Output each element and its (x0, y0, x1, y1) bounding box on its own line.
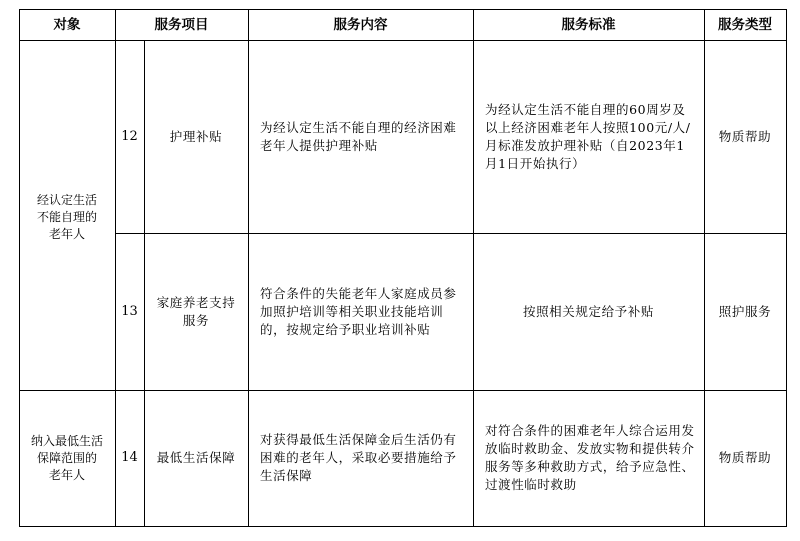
header-type: 服务类型 (718, 16, 772, 33)
header-standard: 服务标准 (561, 16, 616, 33)
row-number: 12 (121, 128, 138, 144)
service-table (19, 9, 787, 527)
item-cell: 护理补贴 (169, 128, 223, 144)
header-content: 服务内容 (333, 16, 388, 33)
content-cell: 为经认定生活不能自理的经济困难老年人提供护理补贴 (260, 119, 457, 153)
object-cell: 经认定生活 不能自理的 老年人 (36, 192, 97, 241)
standard-cell: 为经认定生活不能自理的60周岁及以上经济困难老年人按照100元/人/月标准发放护理补贴（自2023年1月1日开始执行） (485, 101, 691, 171)
standard-cell: 按照相关规定给予补贴 (522, 303, 654, 319)
item-cell: 最低生活保障 (156, 450, 236, 465)
content-cell: 对获得最低生活保障金后生活仍有困难的老年人，采取必要措施给予生活保障 (260, 432, 457, 483)
item-cell: 家庭养老支持服务 (156, 294, 236, 328)
header-object: 对象 (53, 16, 81, 33)
type-cell: 物质帮助 (718, 128, 772, 144)
type-cell: 物质帮助 (718, 450, 772, 465)
table-border-right (786, 9, 787, 527)
row-number: 13 (121, 303, 138, 319)
object-cell: 纳入最低生活 保障范围的 老年人 (30, 433, 103, 482)
standard-cell: 对符合条件的困难老年人综合运用发放临时救助金、发放实物和提供转介服务等多种救助方式，给予应急性、过渡性临时救助 (485, 423, 695, 492)
header-item: 服务项目 (154, 16, 209, 33)
row-number: 14 (121, 450, 138, 465)
content-cell: 符合条件的失能老年人家庭成员参加照护培训等相关职业技能培训的，按规定给予职业培训补贴 (260, 285, 457, 337)
table-border-bottom (19, 526, 787, 527)
type-cell: 照护服务 (718, 303, 772, 319)
